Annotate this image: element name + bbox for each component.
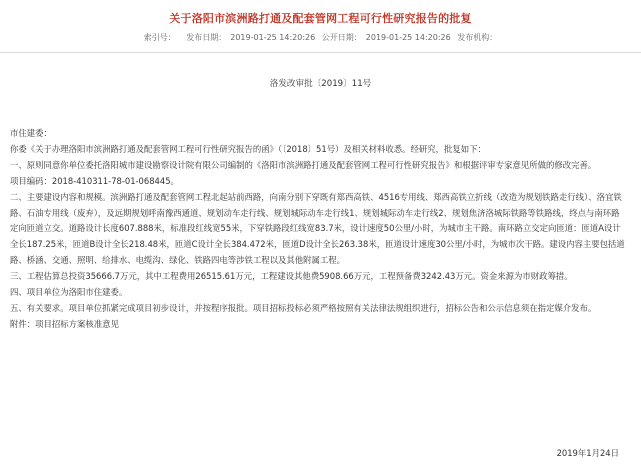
open-date-value: 2019-01-25 14:20:26 bbox=[365, 33, 451, 42]
paragraph-approval: 一、原则同意你单位委托洛阳城市建设勘察设计院有限公司编制的《洛阳市滨洲路打通及配套管网工程可行性研究报告》和根据评审专家意见所做的修改完善。 bbox=[10, 159, 597, 170]
document-title: 关于洛阳市滨洲路打通及配套管网工程可行性研究报告的批复 bbox=[169, 12, 472, 25]
document-meta bbox=[0, 32, 641, 43]
paragraph-owner: 四、项目单位为洛阳市住建委。 bbox=[10, 287, 128, 298]
project-code: 项目编码：2018-410311-78-01-068445。 bbox=[10, 175, 179, 186]
document-header bbox=[0, 0, 641, 53]
document-body bbox=[10, 126, 626, 333]
addressee: 市住建委： bbox=[10, 128, 52, 138]
open-date-label: 公开日期： bbox=[321, 33, 362, 42]
paragraph-requirements: 五、有关要求。项目单位抓紧完成项目初步设计，并按程序报批。项目招标投标必须严格按照有关法律法规组织进行，招标公告和公示信息须在指定媒介发布。 bbox=[10, 302, 597, 313]
index-label: 索引号： bbox=[143, 33, 176, 42]
paragraph-investment: 三、工程估算总投资35666.7万元，其中工程费用26515.61万元，工程建设其他费5908.66万元，工程预备费3242.43万元。资金来源为市财政筹措。 bbox=[10, 271, 573, 282]
paragraph-intro: 你委《关于办理洛阳市滨洲路打通及配套管网工程可行性研究报告的函》（〔2018〕51号）及相关材料收悉。经研究，批复如下： bbox=[10, 143, 486, 154]
signature-date: 2019年1月24日 bbox=[556, 448, 619, 458]
publish-date-label: 发布日期： bbox=[186, 33, 227, 42]
paragraph-scope: 二、主要建设内容和规模。滨洲路打通及配套管网工程北起站前西路，向南分别下穿既有郑西高铁、4516专用线、郑西高铁立折线（改造为规划铁路走行线）、洛宜铁路、石油专用线（废弃），及远期规划呼南豫西通道、规划动车走行线、规划城际动车走行线1、规划城际动车走行线2、规划焦济洛城际铁路等铁路线，终点与南环路定向匝道立交。道路设计长度607.888米，标准段红线宽55米，下穿铁路段红线宽83.7米，设计速度50公里/小时，为城市主干路。南环路立交定向匝道：匝道A设计全长187.25米，匝道B设计全长218.48米，匝道C设计全长384.472米，匝道D设计全长263.38米，匝道设计速度30公里/小时，为城市次干路。建设内容主要包括道路、桥涵、交通、照明、给排水、电缆沟、绿化、铁路四电等涉铁工程以及其他附属工程。 bbox=[10, 191, 625, 266]
document-number: 洛发改审批〔2019〕11号 bbox=[269, 79, 372, 89]
attachment-link[interactable]: 附件：项目招标方案核准意见 bbox=[10, 318, 119, 329]
publish-date-value: 2019-01-25 14:20:26 bbox=[230, 33, 316, 42]
publisher-label: 发布机构： bbox=[457, 33, 498, 42]
